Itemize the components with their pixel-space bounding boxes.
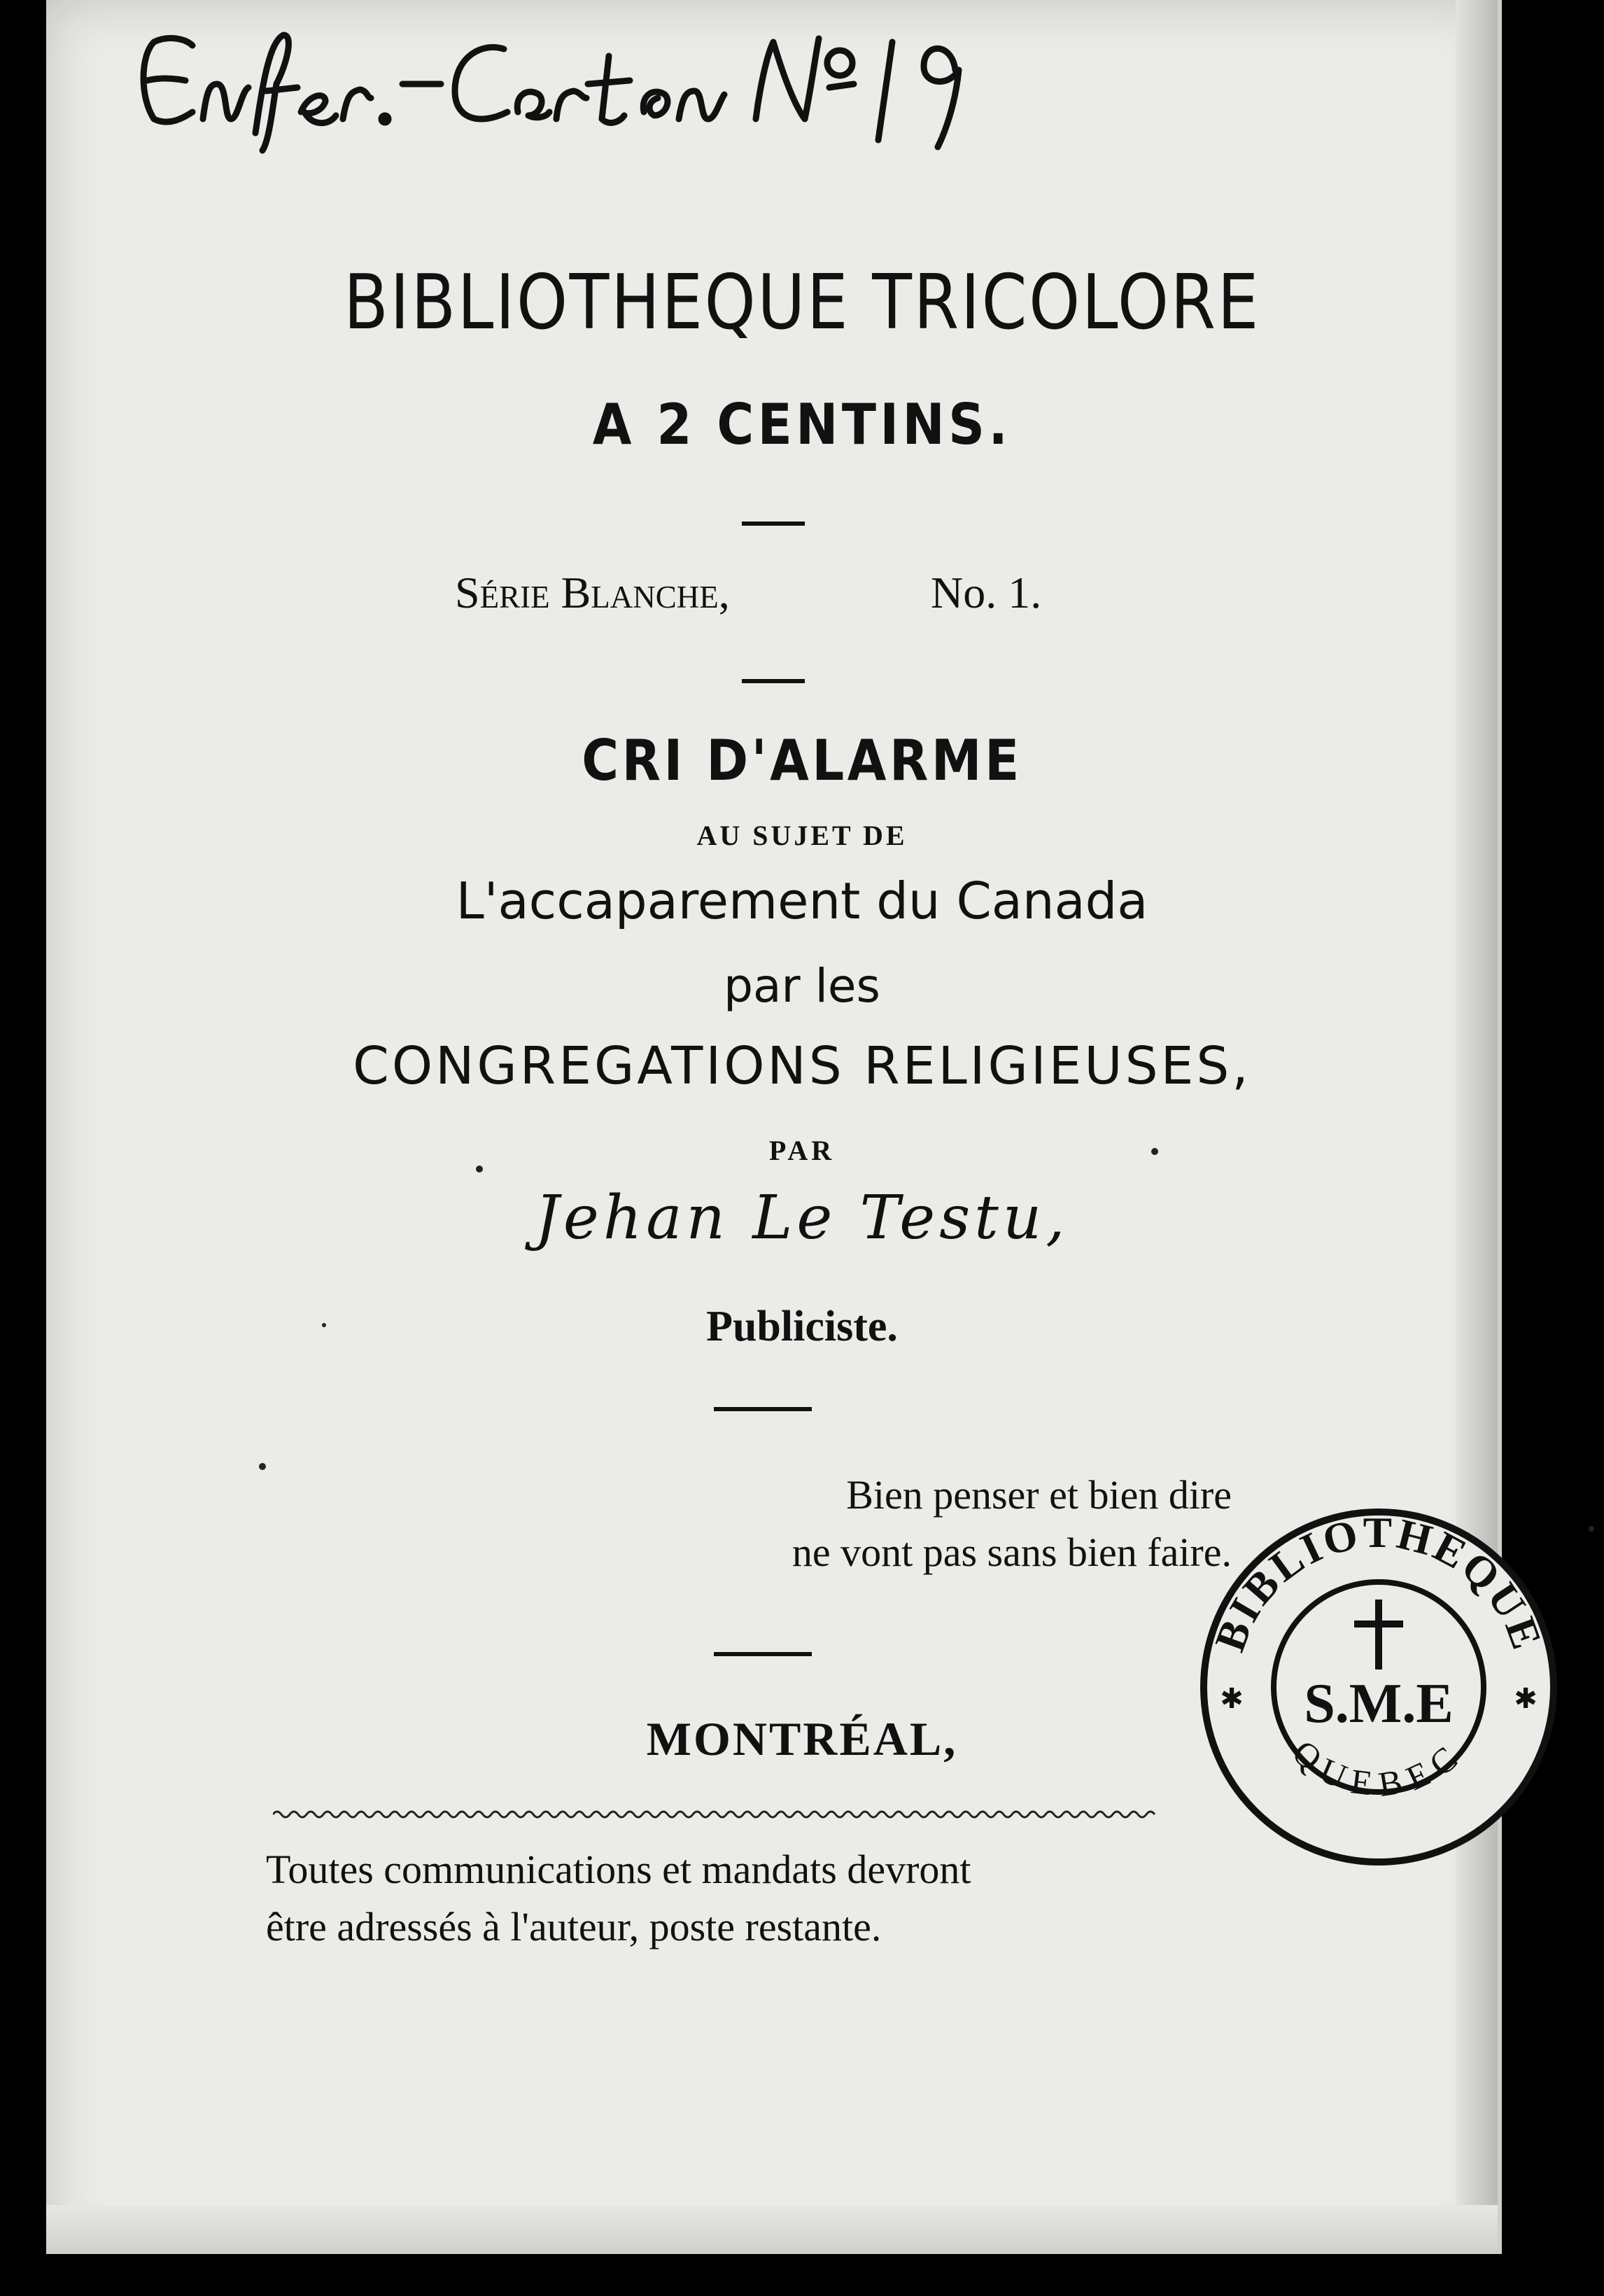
main-title: CRI D'ALARME (582, 728, 1022, 793)
publication-place: MONTRÉAL, (646, 1712, 958, 1765)
divider-rule-4 (714, 1652, 812, 1656)
series-number: No. 1. (931, 568, 1042, 617)
price-line: A 2 CENTINS. (592, 392, 1012, 457)
author-name: Jehan Le Testu, (535, 1183, 1069, 1253)
stamp-bottom-text: QUEBEC (1285, 1732, 1472, 1805)
library-stamp (1190, 1498, 1568, 1876)
author-profession: Publiciste. (706, 1303, 898, 1350)
subtitle-line-1: L'accaparement du Canada (456, 872, 1148, 930)
series-title: BIBLIOTHEQUE TRICOLORE (344, 259, 1260, 346)
notice-line-1: Toutes communications et mandats devront (266, 1847, 971, 1892)
star-icon: ✱ (1220, 1683, 1244, 1715)
series-label: Série Blanche, (455, 568, 730, 617)
stamp-center-text: S.M.E (1304, 1673, 1454, 1735)
page-bottom-edge (46, 2205, 1498, 2254)
subtitle-line-3: CONGREGATIONS RELIGIEUSES, (353, 1036, 1251, 1096)
divider-rule-1 (742, 522, 805, 526)
divider-rule-2 (742, 679, 805, 683)
motto-line-1: Bien penser et bien dire (846, 1472, 1232, 1518)
handwritten-note (126, 14, 1036, 154)
title-connector: AU SUJET DE (696, 820, 908, 851)
star-icon: ✱ (1514, 1683, 1538, 1715)
notice (266, 1841, 971, 1956)
divider-rule-3 (714, 1407, 812, 1411)
by-label: PAR (768, 1135, 836, 1166)
subtitle-line-2: par les (724, 959, 880, 1013)
wavy-divider (273, 1806, 1246, 1823)
motto (616, 1466, 1232, 1581)
motto-line-2: ne vont pas sans bien faire. (792, 1530, 1232, 1575)
series-designation (455, 567, 1042, 619)
notice-line-2: être adressés à l'auteur, poste restante. (266, 1904, 882, 1949)
stamp-top-text: BIBLIOTHEQUE (1206, 1509, 1552, 1658)
